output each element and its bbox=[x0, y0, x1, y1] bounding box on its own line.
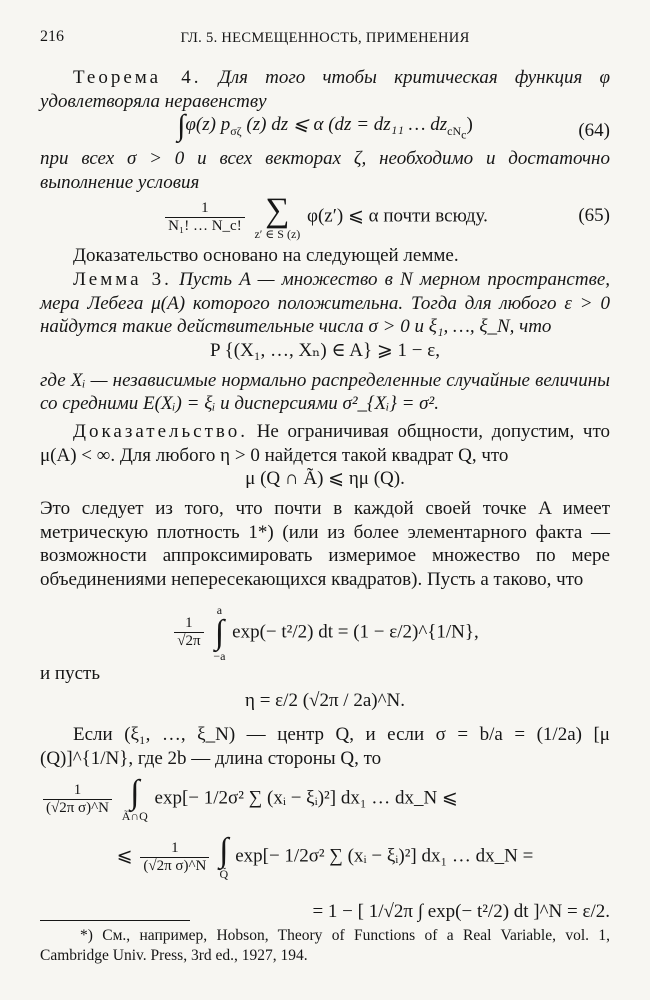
eq64-rhs: (z) dz ⩽ α (dz = dz₁₁ … dz bbox=[246, 114, 448, 136]
equation-64: ∫φ(z) $p_{\sigma\zeta}$ (z) dz ⩽ α (dz = dz₁₁ … $dz_{cN_c}$) (64) bbox=[177, 109, 610, 143]
lemma-where-text: где Xᵢ — независимые нормально распределенные случайные величины со средними E(Xᵢ) = ξᵢ и дисперсиями σ²_{Xᵢ} = σ². bbox=[40, 369, 610, 415]
eq4-line-3: = 1 − [ 1/√2π ∫ exp(− t²/2) dt ]^N = ε/2. bbox=[312, 901, 610, 923]
lemma-statement: Пусть A — множество в N мерном пространстве, мера Лебега μ(A) которого положительна. Тогда для любого ε > 0 найдутся такие действительные числа σ > 0 и ξ₁, …, ξ_N, что bbox=[40, 268, 611, 338]
eq3-text: η = ε/2 (√2π / 2a)^N. bbox=[245, 690, 405, 712]
eq65-frac-num: 1 bbox=[165, 200, 245, 218]
theorem-statement: Для того чтобы критическая функция φ удовлетворяла неравенству bbox=[40, 67, 611, 112]
eq4-line-1: exp[− 1/2σ² ∑ (xᵢ − ξᵢ)²] dx₁ … dx_N ⩽ bbox=[154, 787, 458, 809]
footnote-text: *) См., например, Hobson, Theory of Functions of a Real Variable, vol. 1, Cambridge Univ. Press, 3rd ed., 1927, 194. bbox=[40, 927, 610, 964]
eq65-number: (65) bbox=[578, 205, 610, 227]
theorem-4 bbox=[40, 66, 610, 113]
eq4-under-2: Q̃ bbox=[219, 867, 229, 882]
eq2-body: exp(− t²/2) dt = (1 − ε/2)^{1/N}, bbox=[232, 620, 479, 642]
eq4-frac-den-2: (√2π σ)^N bbox=[143, 857, 207, 874]
eq64-number: (64) bbox=[578, 120, 610, 142]
proof-equation-3 bbox=[40, 685, 610, 723]
condition-text: при всех σ > 0 и всех векторах ζ, необходимо и достаточно выполнение условия bbox=[40, 148, 610, 193]
proof-equation-4-line-1: $\frac{1}{\text{(√2π σ)\textasciicircum{}N}}$ ∫ Ã∩Q exp[− 1/2σ² ∑ (xᵢ − ξᵢ)²] dx₁ … dx_N ⩽ bbox=[40, 770, 610, 828]
proof-eq1-text: μ (Q ∩ Ã) ⩽ ημ (Q). bbox=[245, 468, 405, 490]
eq4-line-2: exp[− 1/2σ² ∑ (xᵢ − ξᵢ)²] dx₁ … dx_N = bbox=[235, 845, 534, 867]
footnote-rule bbox=[40, 920, 190, 921]
eq65-frac-den: N₁! … N_c! bbox=[168, 217, 242, 234]
theorem-condition bbox=[40, 147, 610, 194]
proof-equation-4-line-2: ⩽ $\frac{1}{\text{(√2π σ)\textasciicircum{}N}}$ ∫ Q̃ exp[− 1/2σ² ∑ (xᵢ − ξᵢ)²] dx₁ … dx_N = bbox=[116, 832, 534, 882]
lemma-where bbox=[40, 369, 610, 416]
proof-p1: Не ограничивая общности, допустим, что μ(A) < ∞. Для любого η > 0 найдется такой квадрат Q, что bbox=[40, 420, 611, 466]
lemma-label: Лемма 3. bbox=[73, 268, 172, 290]
eq64-lhs: φ(z) p bbox=[185, 114, 231, 136]
lemma-3 bbox=[40, 268, 610, 339]
proof-equation-1 bbox=[40, 467, 610, 497]
equation-65: $\frac{1}{\text{N₁! … N\_c!}}$ ∑ z′ ∈ S (z) φ(z′) ⩽ α почти всюду. (65) bbox=[40, 194, 610, 244]
proof-label: Доказательство. bbox=[73, 420, 248, 442]
footnote bbox=[40, 926, 610, 966]
lemma-equation bbox=[40, 339, 610, 369]
eq4-under-1: Ã∩Q bbox=[121, 809, 148, 824]
theorem-label: Теорема 4. bbox=[73, 67, 202, 88]
running-title: ГЛ. 5. НЕСМЕЩЕННОСТЬ, ПРИМЕНЕНИЯ bbox=[180, 30, 470, 46]
eq4-frac-den-1: (√2π σ)^N bbox=[46, 799, 110, 816]
page-number: 216 bbox=[40, 28, 64, 45]
proof-paragraph-4: Если (ξ₁, …, ξ_N) — центр Q, и если σ = b/a = (1/2a) [μ (Q)]^{1/N}, где 2b — длина стороны Q, то bbox=[40, 724, 610, 769]
eq2-frac-den: √2π bbox=[177, 633, 201, 649]
page-body bbox=[40, 66, 610, 944]
proof-paragraph-1 bbox=[40, 420, 610, 467]
proof-intro: Доказательство основано на следующей лемме. bbox=[73, 245, 459, 267]
proof-paragraph-3: и пусть bbox=[40, 662, 100, 684]
proof-paragraph-2: Это следует из того, что почти в каждой своей точке A имеет метрическую плотность 1*) (или из более элементарного факта — возможности аппроксимировать измеримое множество по мере объединениями непересекающихся квадратов). Пусть a таково, что bbox=[40, 498, 610, 590]
lemma-eq-text: P {(X₁, …, Xₙ) ∈ A} ⩾ 1 − ε, bbox=[210, 339, 440, 361]
page-header bbox=[40, 28, 610, 52]
eq65-body: φ(z′) ⩽ α почти всюду. bbox=[307, 205, 488, 227]
proof-equation-2: $\frac{1}{√2\pi}$ a ∫ −a exp(− t²/2) dt = (1 − ε/2)^{1/N}, bbox=[40, 592, 610, 662]
eq65-sum-under: z′ ∈ S (z) bbox=[254, 227, 301, 242]
